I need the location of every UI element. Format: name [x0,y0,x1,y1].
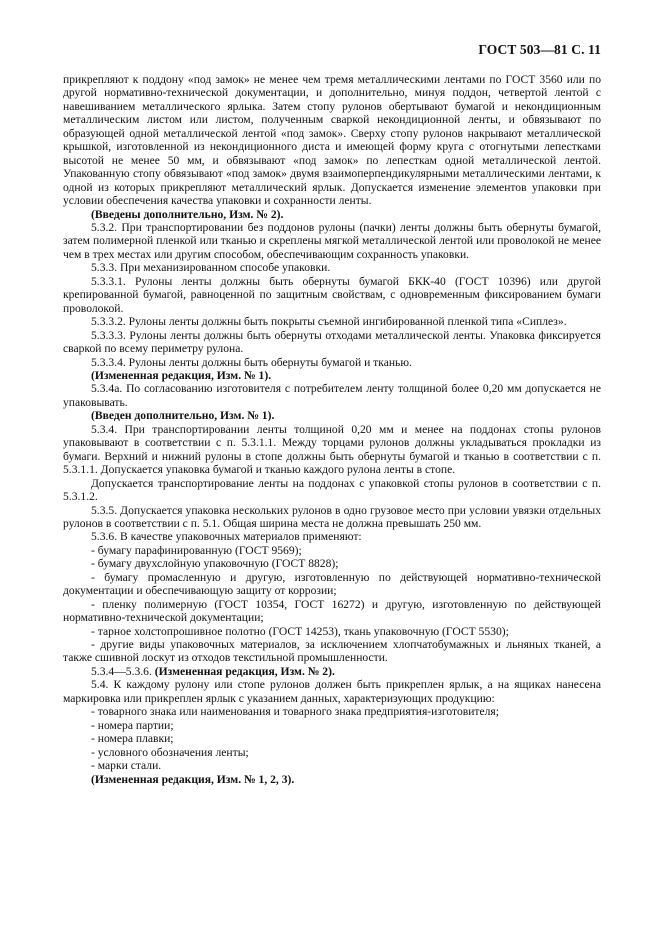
paragraph: - марки стали. [91,759,162,773]
paragraph: - бумагу промасленную и другую, изготовленную по действующей нормативно-технической документации и обеспечивающую защиту от коррозии; [63,570,601,598]
paragraph: - пленку полимерную (ГОСТ 10354, ГОСТ 16272) и другую, изготовленную по действующей нормативно-технической документации; [63,597,601,625]
amendment-note: (Измененная редакция, Изм. № 1, 2, 3). [91,772,295,786]
paragraph: 5.3.4а. По согласованию изготовителя с потребителем ленту толщиной более 0,20 мм допускается не упаковывать. [63,382,601,409]
paragraph: - номера партии; [91,718,174,732]
paragraph: - тарное холстопрошивное полотно (ГОСТ 14253), ткань упаковочную (ГОСТ 5530); [91,624,509,638]
amendment-note: (Измененная редакция, Изм. № 1). [91,368,272,382]
document-body [63,73,601,786]
paragraph: - бумагу парафинированную (ГОСТ 9569); [91,543,302,557]
paragraph: - условного обозначения ленты; [91,745,249,759]
paragraph: - бумагу двухслойную упаковочную (ГОСТ 8828); [91,557,339,571]
paragraph: 5.3.5. Допускается упаковка нескольких рулонов в одно грузовое место при условии увязки отдельных рулонов в соответствии с п. 5.1. Общая ширина места не должна превышать 250 мм. [63,503,601,530]
paragraph [63,665,601,678]
paragraph: 5.3.2. При транспортировании без поддонов рулоны (пачки) ленты должны быть обернуты бумагой, затем полимерной пленкой или тканью и скреплены мягкой металлической лентой или проволокой не менее чем в трех местах или другим способом, обеспечивающим сохранность упаковки. [63,220,601,261]
amendment-note: (Введены дополнительно, Изм. № 2). [91,207,284,221]
paragraph: 5.3.3.3. Рулоны ленты должны быть обернуты отходами металлической ленты. Упаковка фиксируется сваркой по всему периметру рулона. [63,328,601,356]
paragraph: 5.4. К каждому рулону или стопе рулонов должен быть прикреплен ярлык, а на ящиках нанесена маркировка или прикреплен ярлык с указанием данных, характеризующих продукцию: [63,678,601,705]
paragraph: - номера плавки; [91,732,174,746]
paragraph: Допускается транспортирование ленты на поддонах с упаковкой стопы рулонов в соответствии с п. 5.3.1.2. [63,476,601,504]
paragraph: 5.3.3.1. Рулоны ленты должны быть обернуты бумагой БКК-40 (ГОСТ 10396) или другой крепированной бумагой, равноценной по защитным свойствам, с одновременным фиксированием бумаги проволокой. [63,274,601,315]
paragraph: 5.3.3.2. Рулоны ленты должны быть покрыты съемной ингибированной пленкой типа «Сиплез». [91,315,567,329]
paragraph: - другие виды упаковочных материалов, за исключением хлопчатобумажных и льняных тканей, а также сшивной лоскут из отходов текстильной промышленности. [63,638,601,665]
paragraph: - товарного знака или наименования и товарного знака предприятия-изготовителя; [91,705,499,719]
paragraph: 5.3.6. В качестве упаковочных материалов применяют: [91,530,362,544]
clause-number: 5.3.4—5.3.6. [91,664,155,678]
paragraph: 5.3.3.4. Рулоны ленты должны быть обернуты бумагой и тканью. [91,355,412,369]
page-header: ГОСТ 503—81 С. 11 [478,42,601,57]
amendment-note: (Измененная редакция, Изм. № 2). [154,664,335,678]
amendment-note: (Введен дополнительно, Изм. № 1). [91,409,275,423]
paragraph: 5.3.3. При механизированном способе упаковки. [91,261,331,275]
paragraph: 5.3.4. При транспортировании ленты толщиной 0,20 мм и менее на поддонах стопы рулонов упаковывают в соответствии с п. 5.3.1.1. Между торцами рулонов должны укладываться прокладки из бумаги. Верхний и нижний рулоны в стопе должны быть обернуты бумагой и тканью в соответствии с п. 5.3.1.1. Допускается упаковка бумагой и тканью каждого рулона ленты в стопе. [63,422,601,477]
paragraph: прикрепляют к поддону «под замок» не менее чем тремя металлическими лентами по ГОСТ 3560 или по другой нормативно-технической документации, и дополнительно, минуя поддон, четвертой лентой с навешиванием металлического ярлыка. Затем стопу рулонов обертывают бумагой и некондиционным металлическим листом или листом, полученным сваркой некондиционной ленты, и обвязывают по образующей одной металлической лентой «под замок». Сверху стопу рулонов накрывают металлической крышкой, изготовленной из некондиционного диста и имеющей форму круга с отогнутыми лепестками высотой не менее 50 мм, и обвязывают «под замок» по лепесткам одной металлической лентой. Упакованную стопу обвязывают «под замок» двумя взаимоперпендикулярными металлическими лентами, к одной из которых прикрепляют металлический ярлык. Допускается изменение элементов упаковки при условии обеспечения качества упаковки и сохранности ленты. [63,73,601,208]
